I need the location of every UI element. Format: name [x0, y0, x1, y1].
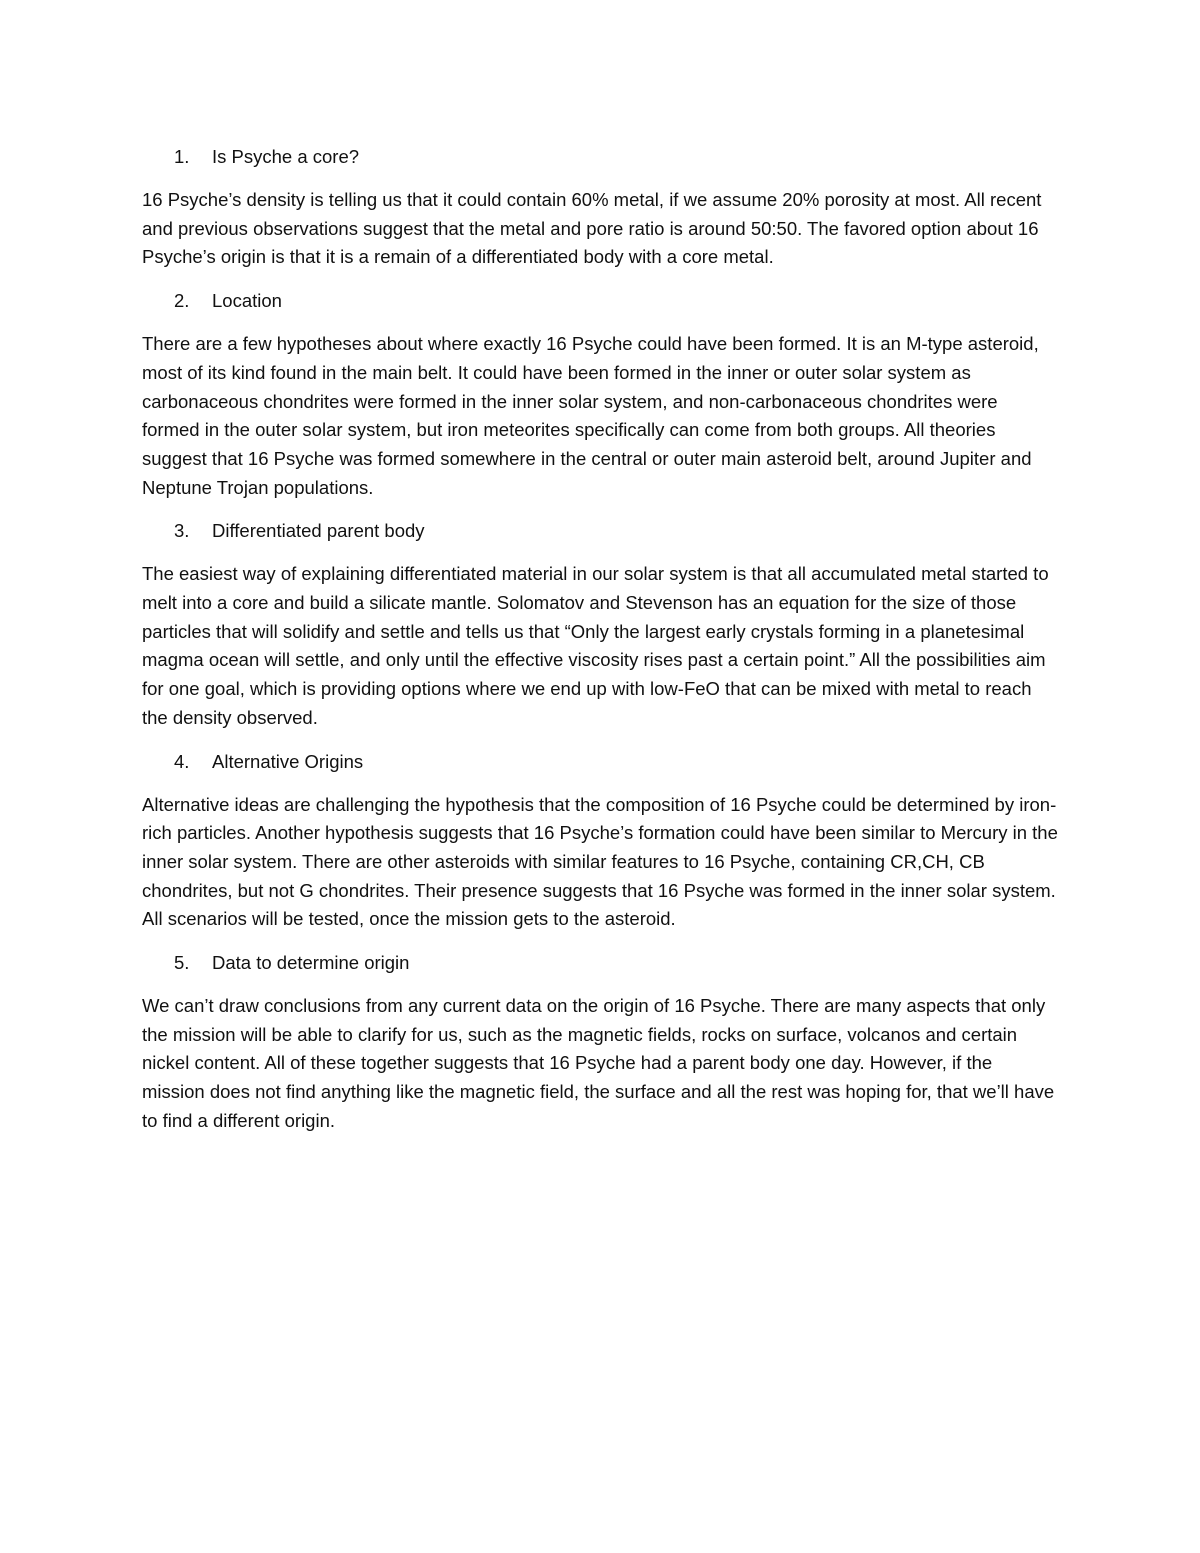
section-heading-1 [142, 143, 1060, 171]
section-paragraph-2: There are a few hypotheses about where exactly 16 Psyche could have been formed. It is an M-type asteroid, most of its kind found in the main belt. It could have been formed in the inner or outer solar system as carbonaceous chondrites were formed in the inner solar system, and non-carbonaceous chondrites were formed in the outer solar system, but iron meteorites specifically can come from both groups. All theories suggest that 16 Psyche was formed somewhere in the central or outer main asteroid belt, around Jupiter and Neptune Trojan populations. [142, 333, 1039, 498]
section-heading-2 [142, 287, 1060, 315]
section-paragraph-5: We can’t draw conclusions from any current data on the origin of 16 Psyche. There are many aspects that only the mission will be able to clarify for us, such as the magnetic fields, rocks on surface, volcanos and certain nickel content. All of these together suggests that 16 Psyche had a parent body one day. However, if the mission does not find anything like the magnetic field, the surface and all the rest was hoping for, that we’ll have to find a different origin. [142, 995, 1055, 1131]
section-paragraph-1: 16 Psyche’s density is telling us that it could contain 60% metal, if we assume 20% porosity at most. All recent and previous observations suggest that the metal and pore ratio is around 50:50. The favored option about 16 Psyche’s origin is that it is a remain of a differentiated body with a core metal. [142, 189, 1042, 268]
section-title: Is Psyche a core? [212, 146, 360, 167]
section-title: Data to determine origin [212, 952, 410, 974]
section-number: 1. [174, 146, 190, 167]
section-number: 5. [174, 952, 190, 974]
section-title: Alternative Origins [212, 750, 364, 772]
section-title: Location [212, 290, 282, 312]
section-heading-4 [142, 748, 1060, 776]
section-number: 2. [174, 290, 190, 312]
section-title: Differentiated parent body [212, 520, 425, 542]
section-heading-3 [142, 517, 1060, 545]
section-number: 4. [174, 750, 190, 772]
section-heading-5 [142, 949, 1060, 977]
document-content [142, 143, 1060, 1151]
section-paragraph-3: The easiest way of explaining differentiated material in our solar system is that all accumulated metal started to melt into a core and build a silicate mantle. Solomatov and Stevenson has an equation for the size of those particles that will solidify and settle and tells us that “Only the largest early crystals forming in a planetesimal magma ocean will settle, and only until the effective viscosity rises past a certain point.” All the possibilities aim for one goal, which is providing options where we end up with low-FeO that can be mixed with metal to reach the density observed. [142, 563, 1049, 728]
section-number: 3. [174, 520, 190, 542]
section-paragraph-4: Alternative ideas are challenging the hypothesis that the composition of 16 Psyche could be determined by iron-rich particles. Another hypothesis suggests that 16 Psyche’s formation could have been similar to Mercury in the inner solar system. There are other asteroids with similar features to 16 Psyche, containing CR,CH, CB chondrites, but not G chondrites. Their presence suggests that 16 Psyche was formed in the inner solar system. All scenarios will be tested, once the mission gets to the asteroid. [142, 793, 1058, 930]
